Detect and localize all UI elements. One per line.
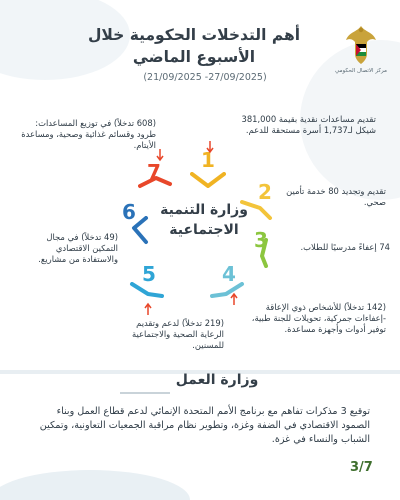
number-3: 3 bbox=[254, 228, 268, 252]
arrow-4-icon bbox=[230, 290, 238, 304]
item-1-text: تقديم مساعدات نقدية بقيمة 381,000 شيكل لـ1,737 أسرة مستحقة للدعم. bbox=[241, 114, 376, 135]
item-3-text: 74 إعفاءً مدرسيًا للطلاب. bbox=[300, 242, 390, 252]
chevron-1-icon bbox=[190, 172, 226, 190]
number-4: 4 bbox=[222, 262, 236, 286]
ministry-title-social: وزارة التنمية الاجتماعية bbox=[160, 202, 248, 238]
number-7: 7 bbox=[147, 160, 161, 184]
background-decoration bbox=[0, 470, 190, 500]
number-5: 5 bbox=[142, 262, 156, 286]
item-2-text: تقديم وتجديد 80 خدمة تأمين صحي. bbox=[286, 186, 386, 207]
item-6-text: (49 تدخلاً) في مجال التمكين الاقتصادي والاستفادة من مشاريع. bbox=[38, 232, 118, 264]
page-title: أهم التدخلات الحكومية خلال الأسبوع الماضي bbox=[87, 26, 301, 66]
date-range: (21/09/2025 -27/09/2025) bbox=[143, 72, 267, 83]
number-2: 2 bbox=[258, 180, 272, 204]
page-number: 3/7 bbox=[350, 460, 373, 475]
eagle-emblem-icon bbox=[343, 22, 379, 66]
number-1: 1 bbox=[201, 148, 215, 172]
number-6: 6 bbox=[122, 200, 136, 224]
logo-text: مركز الاتصال الحكومي bbox=[335, 68, 387, 74]
arrow-1-icon bbox=[206, 140, 214, 154]
item-5-text: (219 تدخلاً) لدعم وتقديم الرعاية الصحية والاجتماعية للمسنين. bbox=[131, 318, 224, 350]
government-logo bbox=[334, 22, 388, 74]
labor-text: توقيع 3 مذكرات تفاهم مع برنامج الأمم المتحدة الإنمائي لدعم قطاع العمل وبناء الصمود الاقتصادي في الضفة وغزة، وتطوير نظام مراقبة الجمعيات التعاونية، وتمكين الشباب والنساء في غزة. bbox=[39, 406, 370, 445]
arrow-5-icon bbox=[144, 300, 152, 314]
item-7-text: (608 تدخلاً) في توزيع المساعدات: طرود وقسائم غذائية وصحية، ومساعدة الأيتام. bbox=[21, 118, 156, 150]
arrow-7-icon bbox=[156, 148, 164, 162]
ministry-title-labor: وزارة العمل bbox=[175, 372, 259, 388]
title-underline bbox=[120, 392, 170, 394]
item-4-text: (142 تدخلاً) للأشخاص ذوي الإعاقة -إعفاءات جمركية، تحويلات للجنة طبية، توفير أدوات وأجهزة مساعدة. bbox=[251, 302, 386, 334]
